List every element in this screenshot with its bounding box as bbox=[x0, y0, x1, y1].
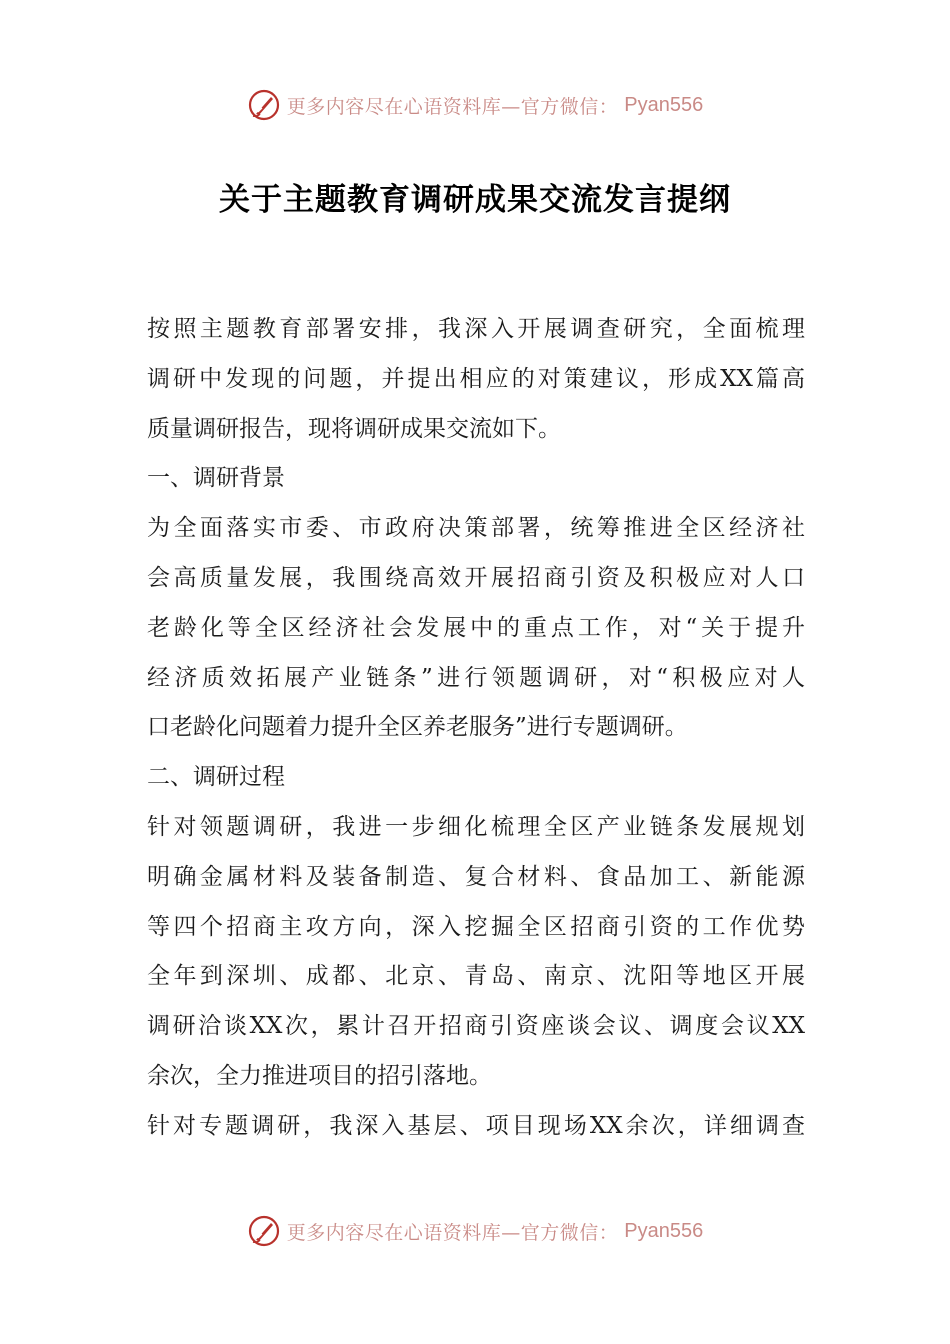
text-line: 质量调研报告，现将调研成果交流如下。 bbox=[147, 415, 561, 442]
text-line: 口老龄化问题着力提升全区养老服务”进行专题调研。 bbox=[147, 714, 688, 741]
text-line: 调研洽谈XX次，累计召开招商引资座谈会议、调度会议XX bbox=[147, 1013, 805, 1040]
watermark-text: 更多内容尽在心语资料库—官方微信： bbox=[286, 95, 619, 118]
text-line: 明确金属材料及装备制造、复合材料、食品加工、新能源 bbox=[147, 863, 805, 890]
text-line: 调研中发现的问题，并提出相应的对策建议，形成XX篇高 bbox=[147, 365, 805, 392]
text-line: 针对领题调研，我进一步细化梳理全区产业链条发展规划 bbox=[147, 813, 805, 840]
text-line: 二、调研过程 bbox=[147, 764, 285, 791]
text-line: 等四个招商主攻方向，深入挖掘全区招商引资的工作优势 bbox=[147, 913, 805, 940]
footer-watermark bbox=[0, 1211, 950, 1251]
text-line: 全年到深圳、成都、北京、青岛、南京、沈阳等地区开展 bbox=[147, 963, 805, 990]
text-line: 经济质效拓展产业链条”进行领题调研，对“积极应对人 bbox=[147, 664, 805, 691]
document-title: 关于主题教育调研成果交流发言提纲 bbox=[219, 182, 731, 218]
text-line: 一、调研背景 bbox=[147, 465, 285, 492]
header-watermark bbox=[0, 85, 950, 125]
quill-logo-icon bbox=[247, 1214, 281, 1248]
text-line: 针对专题调研，我深入基层、项目现场XX余次，详细调查 bbox=[147, 1112, 805, 1139]
watermark-wechat-id: Pyan556 bbox=[624, 1219, 704, 1242]
watermark-text: 更多内容尽在心语资料库—官方微信： bbox=[286, 1221, 619, 1244]
text-line: 按照主题教育部署安排，我深入开展调查研究，全面梳理 bbox=[147, 316, 805, 342]
text-line: 为全面落实市委、市政府决策部署，统筹推进全区经济社 bbox=[147, 515, 805, 542]
text-line: 会高质量发展，我围绕高效开展招商引资及积极应对人口 bbox=[147, 564, 805, 591]
text-line: 老龄化等全区经济社会发展中的重点工作，对“关于提升 bbox=[147, 614, 805, 641]
watermark-wechat-id: Pyan556 bbox=[624, 93, 704, 116]
text-line: 余次，全力推进项目的招引落地。 bbox=[147, 1062, 492, 1089]
document-body bbox=[147, 305, 805, 1152]
quill-logo-icon bbox=[247, 88, 281, 122]
